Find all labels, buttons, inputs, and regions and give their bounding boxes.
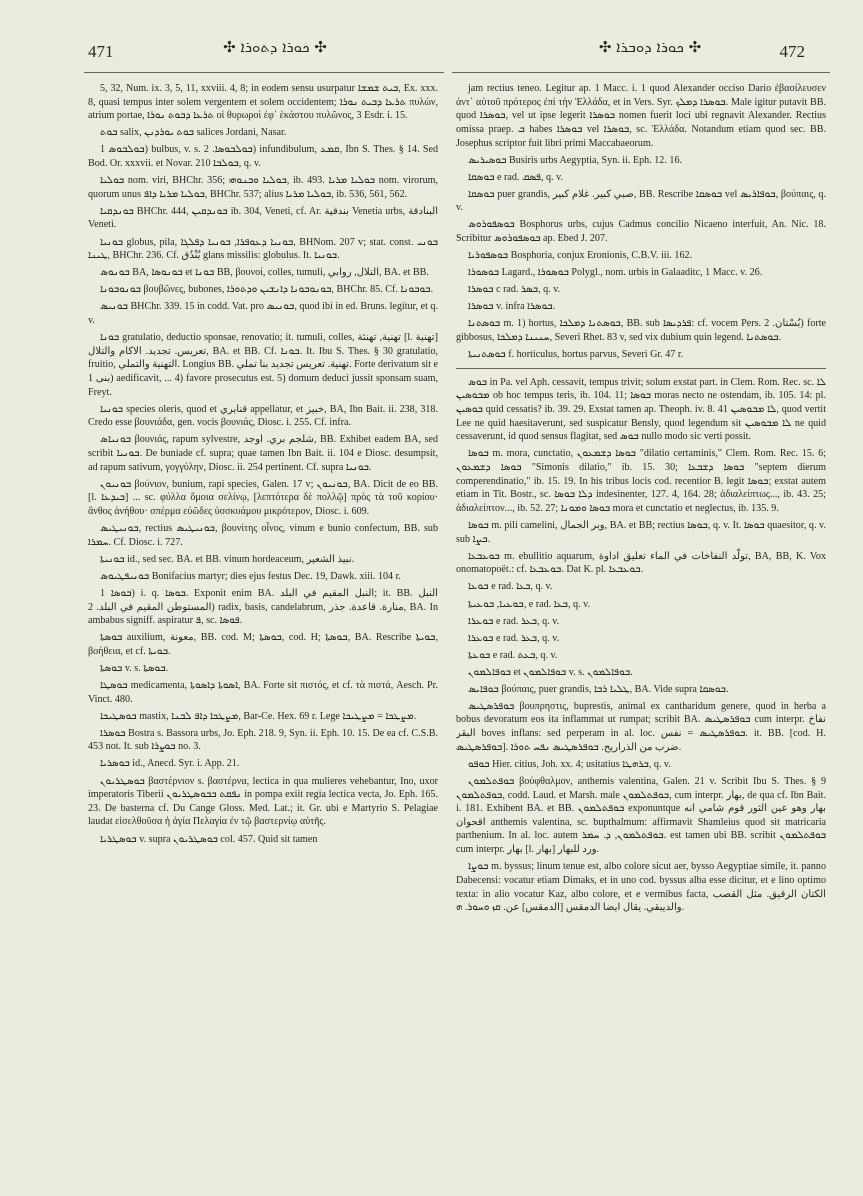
dictionary-entry: ܒܘܣܐ m. mora, cunctatio, ܒܘܣܐ ܕܫܡܥܘܢ "dilatio certaminis," Clem. Rom. Rec. 15. 6; ܒܘܣܐ ܕܫܡܥܘܢ "Simonis dilatio," ib. 15. 30; ܒܘܣܐ ܕܫܒܥܐ "septem dierum comperendinatio," ib. 15. 19. In his tribus locis cod. recentior B. legit ܒܘܣܐ; exstat autem etiam in Tit. Bostr., sc. ܕܠܐ ܒܘܣܐ indesinenter, 127. 4, 164. 28; ἀδιαλείπτως..., ib. 43. 25; ἀδιαλείπτον..., ib. 52. 27; ܒܘܣܐ ܘܡܘܢܐ mora et cunctatio et neglectus, ib. 135. 9. xyxy=(456,448,826,515)
dictionary-entry: ܒܘܦܬܠܡܘܢ βούφθαλμον, anthemis valentina, Galen. 21 v. Scribit Ibu S. Thes. § 9 ܒܘܦܬܠܡܘܢ, codd. Laud. et Marsh. male ܒܘܦܬܠܡܘܢ, cum interpr. بهار, de qua cf. Ibn Bait. i. 181. Exhibent BA. et BB. ܒܘܦܬܠܡܘܢ exponuntque بهار وهو عين الثور قوم شامي انه اقحوان anthemis valentina, sc. bupthalmum: affirmavit Shamleius quod sit matricaria parthenium. In al. loc. autem ܒܘܦܬܠܡܘܢ, ܕ. ܚܡܪ. est tamen ubi BB. scribit ܒܘܦܬܠܡܘܢ cum interpr. بهار [l. بهار] ورد للبهار. xyxy=(456,775,826,856)
dictionary-entry: jam rectius teneo. Legitur ap. 1 Macc. i. 1 quod Alexander occiso Dario ἐβασίλευσεν ἀντ᾽ αὐτοῦ πρότερος ἐπὶ τὴν Ἑλλάδα, et in Vers. Syr. ܒܘܣܪܐ ܕܡܠܟ. Male igitur putavit BB. quod ܒܘܣܪܐ, vel ut ipse legerit ܒܘܣܪܐ nomen fuerit loci ubi regnavit Alexander. Rectius omissa praep. ܒ habes ܒܘܣܪܐ vel ܒܘܣܪܐ, sc. Ἑλλάδα. Notandum etiam quod sec. BB. Josephus scriptor fuit libri primi Maccabaeorum. xyxy=(456,83,826,149)
dictionary-entry: ܒܘܣܬܐ v. s. ܒܘܣܬܐ. xyxy=(100,662,169,674)
dictionary-entry: ܒܘܦܐܝܣ βούπαις, puer grandis, ܛܠܝܐ ܪܒܐ, BA. Vide supra ܒܘܣܩܐ. xyxy=(468,683,729,695)
dictionary-entry: ܒܘܣܦܘܪܘܣ Bosphorus urbs, cujus Cadmus concilio Nicaeno interfuit, An. Nic. 18. Scribitur ܒܘܣܦܘܪܘܣ ap. Ebed J. 207. xyxy=(456,219,826,245)
right-page-number: 472 xyxy=(779,42,805,61)
dictionary-entry: ܒܘܢܝܦܛܝܘܣ Bonifacius martyr; dies ejus festus Dec. 19, Dawk. xiii. 104 r. xyxy=(100,570,401,582)
dictionary-entry: ܒܘܣܬܢܝܬܐ f. horticulus, hortus parvus, Severi Gr. 47 r. xyxy=(468,349,684,361)
dictionary-entry: ܒܘܦܐܠܡܘܢ et ܒܘܦܐܠܡܘܢ v. s. ܒܘܦܐܠܡܘܢ. xyxy=(468,666,633,678)
dictionary-entry: ܒܘܣܦܘܪܝܐ Bosphoria, conjux Eronionis, C.B.V. iii. 162. xyxy=(468,250,693,262)
left-page-number: 471 xyxy=(88,42,114,61)
dictionary-entry: ܒܘܢܕܩܝܐ BHChr. 444, ܒܘܢܕܩܝܢ ib. 304, Veneti, cf. Ar. بندقية Venetia urbs, البنادقة Veneti. xyxy=(88,205,438,231)
dictionary-entry: ܒܘܣܪܐ v. infra ܒܘܣܪܐ. xyxy=(468,301,556,313)
dictionary-entry: ܒܘܢܘܒܘܢܐ βουβῶνες, bubones, ܒܘܢܘܒܘܢܐ ܕܐܢܫܝܢ ܘܕܬܘܪܐ, BHChr. 85. Cf. ܒܘܒܘܢܐ. xyxy=(100,284,434,296)
dictionary-entry: ܒܘܥܒܥܐ m. ebullitio aquarum, تولّد النفاخات في الماء تعليق اداوة, BA, BB, K. Vox onomatopoët.: cf. ܒܘܥܒܥܐ. Dat K. pl. ܒܘܥܒܥܐ. xyxy=(456,550,826,576)
right-running-head: ✣ ܟܘܪܐ ܕܘܒܪܐ ✣ xyxy=(598,38,702,56)
dictionary-entry: ܒܘܢܘܣ BA, ܒܘܢܘܣܐ et ܒܘܢܐ BB, βουνοί, colles, tumuli, التلال, روابي, BA. et BB. xyxy=(100,267,429,279)
dictionary-entry: ܒܘܥܐ e rad. ܒܥܐ, q. v. xyxy=(468,581,553,593)
dictionary-entry: ܒܘܥܬܐ e rad. ܒܥܬ, q. v. xyxy=(468,649,558,661)
dictionary-entry: ܒܘܨܐ m. byssus; linum tenue est, albo colore sicut aer, bysso Aegyptiae simile, it. panno Dabecensi: vocatur etiam Dimaks, et in uno cod. byssus alba esse dicitur, et e lino optimo texta: in alio vocatur Kaz, albo colore, et e vermibus facta, الكتان الرقيق. مثل القصب والديبقي. يقال ايضا الدمقس [الدمقس] عن. ܩܙ ܘܚܘܪ. ܗ. xyxy=(456,861,826,914)
dictionary-entry: ܒܘܣܐ 1) i. q. ܒܘܣܐ. Exponit enim BA. النبل المقيم في البلد; it. BB. النبل المستوطن المقيم في البلد. 2) radix, basis, candelabrum, منارة. قاعدة. جذر, BA. In ambabus signiff. aspiratur ܦ, sc. ܦܘܣܐ. xyxy=(88,587,438,627)
dictionary-entry: ܒܘܣܐ m. pili camelini, وبر الجمال, BA. et BB; rectius ܒܘܣܐ, q. v. It. ܒܘܣܐ quaesitor, q. v. sub ܒܨܐ. xyxy=(456,520,826,545)
dictionary-entry: ܒܘܣܘܪܐ Lagard., ܒܘܣܘܪܐ Polygl., nom. urbis in Galaaditc, 1 Macc. v. 26. xyxy=(468,267,763,279)
dictionary-entry: ܒܘܢܝܬܐ id., sed sec. BA. et BB. vinum hordeaceum, نبيذ الشعير. xyxy=(100,553,355,565)
dictionary-entry: 5, 32, Num. ix. 3, 5, 11, xxviii. 4, 8; in eodem sensu usurpatur ܒܝܬ ܫܡܫܐ, Ex. xxx. 8, quasi tempus inter solem vergentem et solem occidentem; ܬܪܥܐ ܕܒܝܬ ܢܘܪܐ πυλών, atrium portae, ܬܪܥܐ ܕܒܘܬ ܢܘܪܐ οἱ θυρωροὶ ἐφ᾽ ἑκάστου πυλῶνος, 3 Esdr. i. 15. xyxy=(88,83,438,122)
dictionary-entry: ܒܘܢܐ gratulatio, deductio sponsae, renovatio; it. tumuli, colles, تهنية, تهنئة [l. تهنية] تعريس. تجديد. الاكام والتلال, BA. et BB. Cf. ܒܘܢܐ. It. Ibu S. Thes. § 30 gratulatio, fruitio, التهنية والتملي. Longius BB. تهنية. تعريس تجديد بنا تملي. Forte derivatum sit e بنى 1) aedificavit, ... 4) favore prosecutus est. 5) domum deduci jussit sponsam suam, Freyt. xyxy=(88,332,438,398)
dictionary-entry: ܒܘܢܝܐ globus, pila, ܒܘܢܝܐ ܕܥܘܦܪܐ, ܒܘܢܝܐ ܕܦܠܓܐ, BHNom. 207 v; stat. const. ܒܘܢܝ ܛܝܢܐ, BHChr. 236. Cf. بُنْدُق glans missilis: globulus. It. ܒܘܢܝܐ. xyxy=(88,236,438,262)
dictionary-entry: ܒܘܢܝܛܝܣ, rectius ܒܘܢܝܛܝܣ, βουνίτης οἶνος, vinum e bunio confectum, BB. sub ܚܡܪܐ. Cf. Diosc. i. 727. xyxy=(88,523,438,548)
dictionary-entry: ܒܘܣܩܐ puer grandis, صبي كبير. غلام كبير, BB. Rescribe ܒܘܣܩܐ vel ܒܘܦܐܪܝܣ, βούπαις, q. v. xyxy=(456,188,826,214)
dictionary-entry: ܒܘܣܛܪܝܘܢ βαστέρνιον s. βαστέρνα, lectica in qua mulieres vehebantur, Ino, uxor imperatoris Tiberii ܢܦܩܬ ܒܒܘܣܛܪܝܘܢ in pompa exiit regia lectica vecta, Jo. Eph. 165. 23. De basterna cf. Du Cange Gloss. Med. Lat.; it. Gr. ubi e Martyrio S. Pelagiae laudat εἰσελθοῦσα ἡ ἁγία Πελαγία ἐν τῷ βαστερνίῳ αὐτῆς. xyxy=(88,775,438,828)
dictionary-entry: ܒܘܣܪܝܐ id., Anecd. Syr. i. App. 21. xyxy=(100,758,240,770)
dictionary-entry: ܒܘܥܝܐ, ܒܘܥܝܬܐ, e rad. ܒܥܐ, q. v. xyxy=(468,598,591,610)
dictionary-entry: ܒܘܣܛܝܟܐ mastix, ܡܨܛܟܐ ܕܐܦ ܠܒܢܐ, Bar-Ce. Hex. 69 r. Lege ܡܨܛܟܐ = ܡܨܛܝܟܐ. xyxy=(100,710,417,722)
dictionary-entry: ܒܘܦܘ Hier. citius, Joh. xx. 4; usitatius ܒܪܗܛܐ, q. v. xyxy=(468,758,671,770)
dictionary-entry: ܒܘܣܩܐ e rad. ܦܣܩ, q. v. xyxy=(468,171,564,183)
dictionary-entry: ܒܘܥܪܐ e rad. ܒܥܪ, q. v. xyxy=(468,615,560,627)
dictionary-entry: ܒܘܢܝܘܢ βούνιον, bunium, rapi species, Galen. 17 v; ܒܘܢܝܘܢ, BA. Dicit de eo BB. [l. ܒܝܕܥܐ] ... sc. φύλλα ὅμοια σελίνῳ, [λεπτότερα δὲ πολλῷ] πρὸς τὰ τοῦ κορίου· ἄνθος ἀνήθου· σπέρμα εὐῶδες ὑσσκυάμου μικρότερον, Diosc. i. 609. xyxy=(88,478,438,518)
right-column xyxy=(456,82,826,1162)
dictionary-entry: ܒܘܦܪܣܛܝܣ βουπρηστις, buprestis, animal ex cantharidum genere, quod in herba a bobus devoratum eos ita inflammat ut rumpat; scribit BA. ܒܘܦܪܣܛܝܣ cum interpr. نفاخ البقر boves inflans: sed perperam in al. loc. ܒܘܦܪܣܛܝܣ = نفس. it. BB. [cod. H. ܒܘܦܪܣܛܝܣ]. ضرب من الذراريح. ܒܘܦܪܣܛܝܣ ܢܦܚ ܬܘܪܐ. xyxy=(456,700,826,753)
section-separator xyxy=(456,368,826,369)
dictionary-entry: ܒܘܠܝܐ nom. viri, BHChr. 356; ܒܘܠܝܐ ܘܒܢܘܗܝ, ib. 493. ܒܘܠܝܐ ܡܪܝܐ nom. virorum, quorum unus ܒܘܠܝܐ ܡܪܝܐ ܕܐܦ, BHChr. 537; alius ܒܘܠܝܐ ܡܪܝܐ, ib. 536, 561, 562. xyxy=(88,175,438,200)
dictionary-entry: ܒܘܠܒܘܣ 1) bulbus, v. s. ܒܘܠܒܘܣܐ. 2) infundibulum, ܩܡܥ, Ibn S. Thes. § 14. Sed Bod. Or. xxxvii. et Novar. 210 ܒܘܠܒܐ, q. v. xyxy=(88,144,438,170)
dictionary-entry: ܒܘܥܪܐ e rad. ܒܥܪ, q. v. xyxy=(468,632,560,644)
right-header-rule xyxy=(452,72,830,73)
left-running-head: ✣ ܟܘܪܐ ܕܬܘܪܐ ✣ xyxy=(223,38,327,56)
page-header xyxy=(0,30,863,70)
dictionary-entry: ܒܘܣܪܐ c rad. ܒܣܪ, q. v. xyxy=(468,284,561,296)
left-column xyxy=(88,82,438,1162)
dictionary-entry: ܒܘܣܛܪܝܐ v. supra ܒܘܣܛܪܝܘܢ col. 457. Quid sit tamen xyxy=(100,833,318,845)
dictionary-entry: ܒܘܣܬܐ auxilium, معونة, BB. cod. M; ܒܘܣܬܐ, cod. H; ܒܘܣܬܐ, BA. Rescribe ܒܘܝܬܐ, βοήθεια, et cf. ܒܘܝܬܐ. xyxy=(88,632,438,657)
dictionary-entry: ܒܘܢܝܣ BHChr. 339. 15 in codd. Vat. pro ܒܘܢܝܣ, quod ibi in ed. Bruns. legitur, et q. v. xyxy=(88,301,438,326)
dictionary-entry: ܒܘܢܝܐܣ βουνιάς, rapum sylvestre, شلجم بري. اوجد, BB. Exhibet eadem BA, sed scribit ܒܘܢܝܐ. De buniade cf. supra; quae tamen Ibn Bait. ii. 104 e Diosc. desumpsit, ad rapum sativum, γογγύλην, Diosc. ii. 254 pertinent. Cf. supra ܒܘܢܝܐ. xyxy=(88,434,438,473)
dictionary-entry: ܒܘܣܬܢܐ m. 1) hortus, ܒܘܣܬܢܐ ܕܡܠܟܐ, BB. sub ܦܪܕܝܣܐ: cf. vocem Pers. بُسْتان. 2) forte gibbosus, ܚܢܝܢܐ ܕܡܠܟܐ, Severi Rhet. 83 v, sed vix dubium quin legend. ܒܘܣܬܢܐ. xyxy=(456,318,826,344)
dictionary-entry: ܒܘܣ in Pa. vel Aph. cessavit, tempus trivit; solum exstat part. in Clem. Rom. Rec. sc. ܠܐ ܡܒܘܣܝܢ ob hoc tempus teris, ib. 104. 11; ܒܘܣܐ moras necto ne ostendam, ib. 105. 14: pl. ܒܘܣܝܢ quid cessatis? ib. 39. 29. Exstat tamen ap. Theoph. iv. 8. 41 ܠܐ ܡܒܘܣܝܢ, quod vertit Lee ne quid haesitaverunt, sed suspicatur Bensly, quod legendum sit ܠܐ ܡܒܘܣܝܢ ne quid cessaverunt, id quod sensus flagitat, sed ܒܘܣ nullo modo sic verti possit. xyxy=(456,376,826,443)
dictionary-entry: ܒܘܣܛܐ medicamenta, ܐܣܘܬܐ ܕܐܣܘܬܐ, BA. Forte sit πιστός, et cf. τὰ πιστά, Aesch. Pr. Vinct. 480. xyxy=(88,680,438,705)
dictionary-entry: ܒܘܣܪܐ Bostra s. Bassora urbs, Jo. Eph. 218. 9, Syn. ii. Eph. 10. 15. De ea cf. C.S.B. 453 not. It. sub ܒܘܨܪܐ no. 3. xyxy=(88,727,438,753)
dictionary-entry: ܒܘܢܝܐ species oleris, quod et قنابري appellatur, et خبيز, BA, Ibn Bait. ii. 238, 318. Credo esse βουνιάδα, gen. vocis βουνιάς, Diosc. i. 255. Cf. infra. xyxy=(88,403,438,429)
dictionary-entry: ܒܘܣܝܪܝܣ Busiris urbs Aegyptia, Syn. ii. Eph. 12. 16. xyxy=(468,154,683,166)
left-header-rule xyxy=(84,72,444,73)
dictionary-entry: ܒܘܬ salix, ܒܘܬ ܝܘܪܕܢܢ salices Jordani, Nasar. xyxy=(100,127,287,139)
